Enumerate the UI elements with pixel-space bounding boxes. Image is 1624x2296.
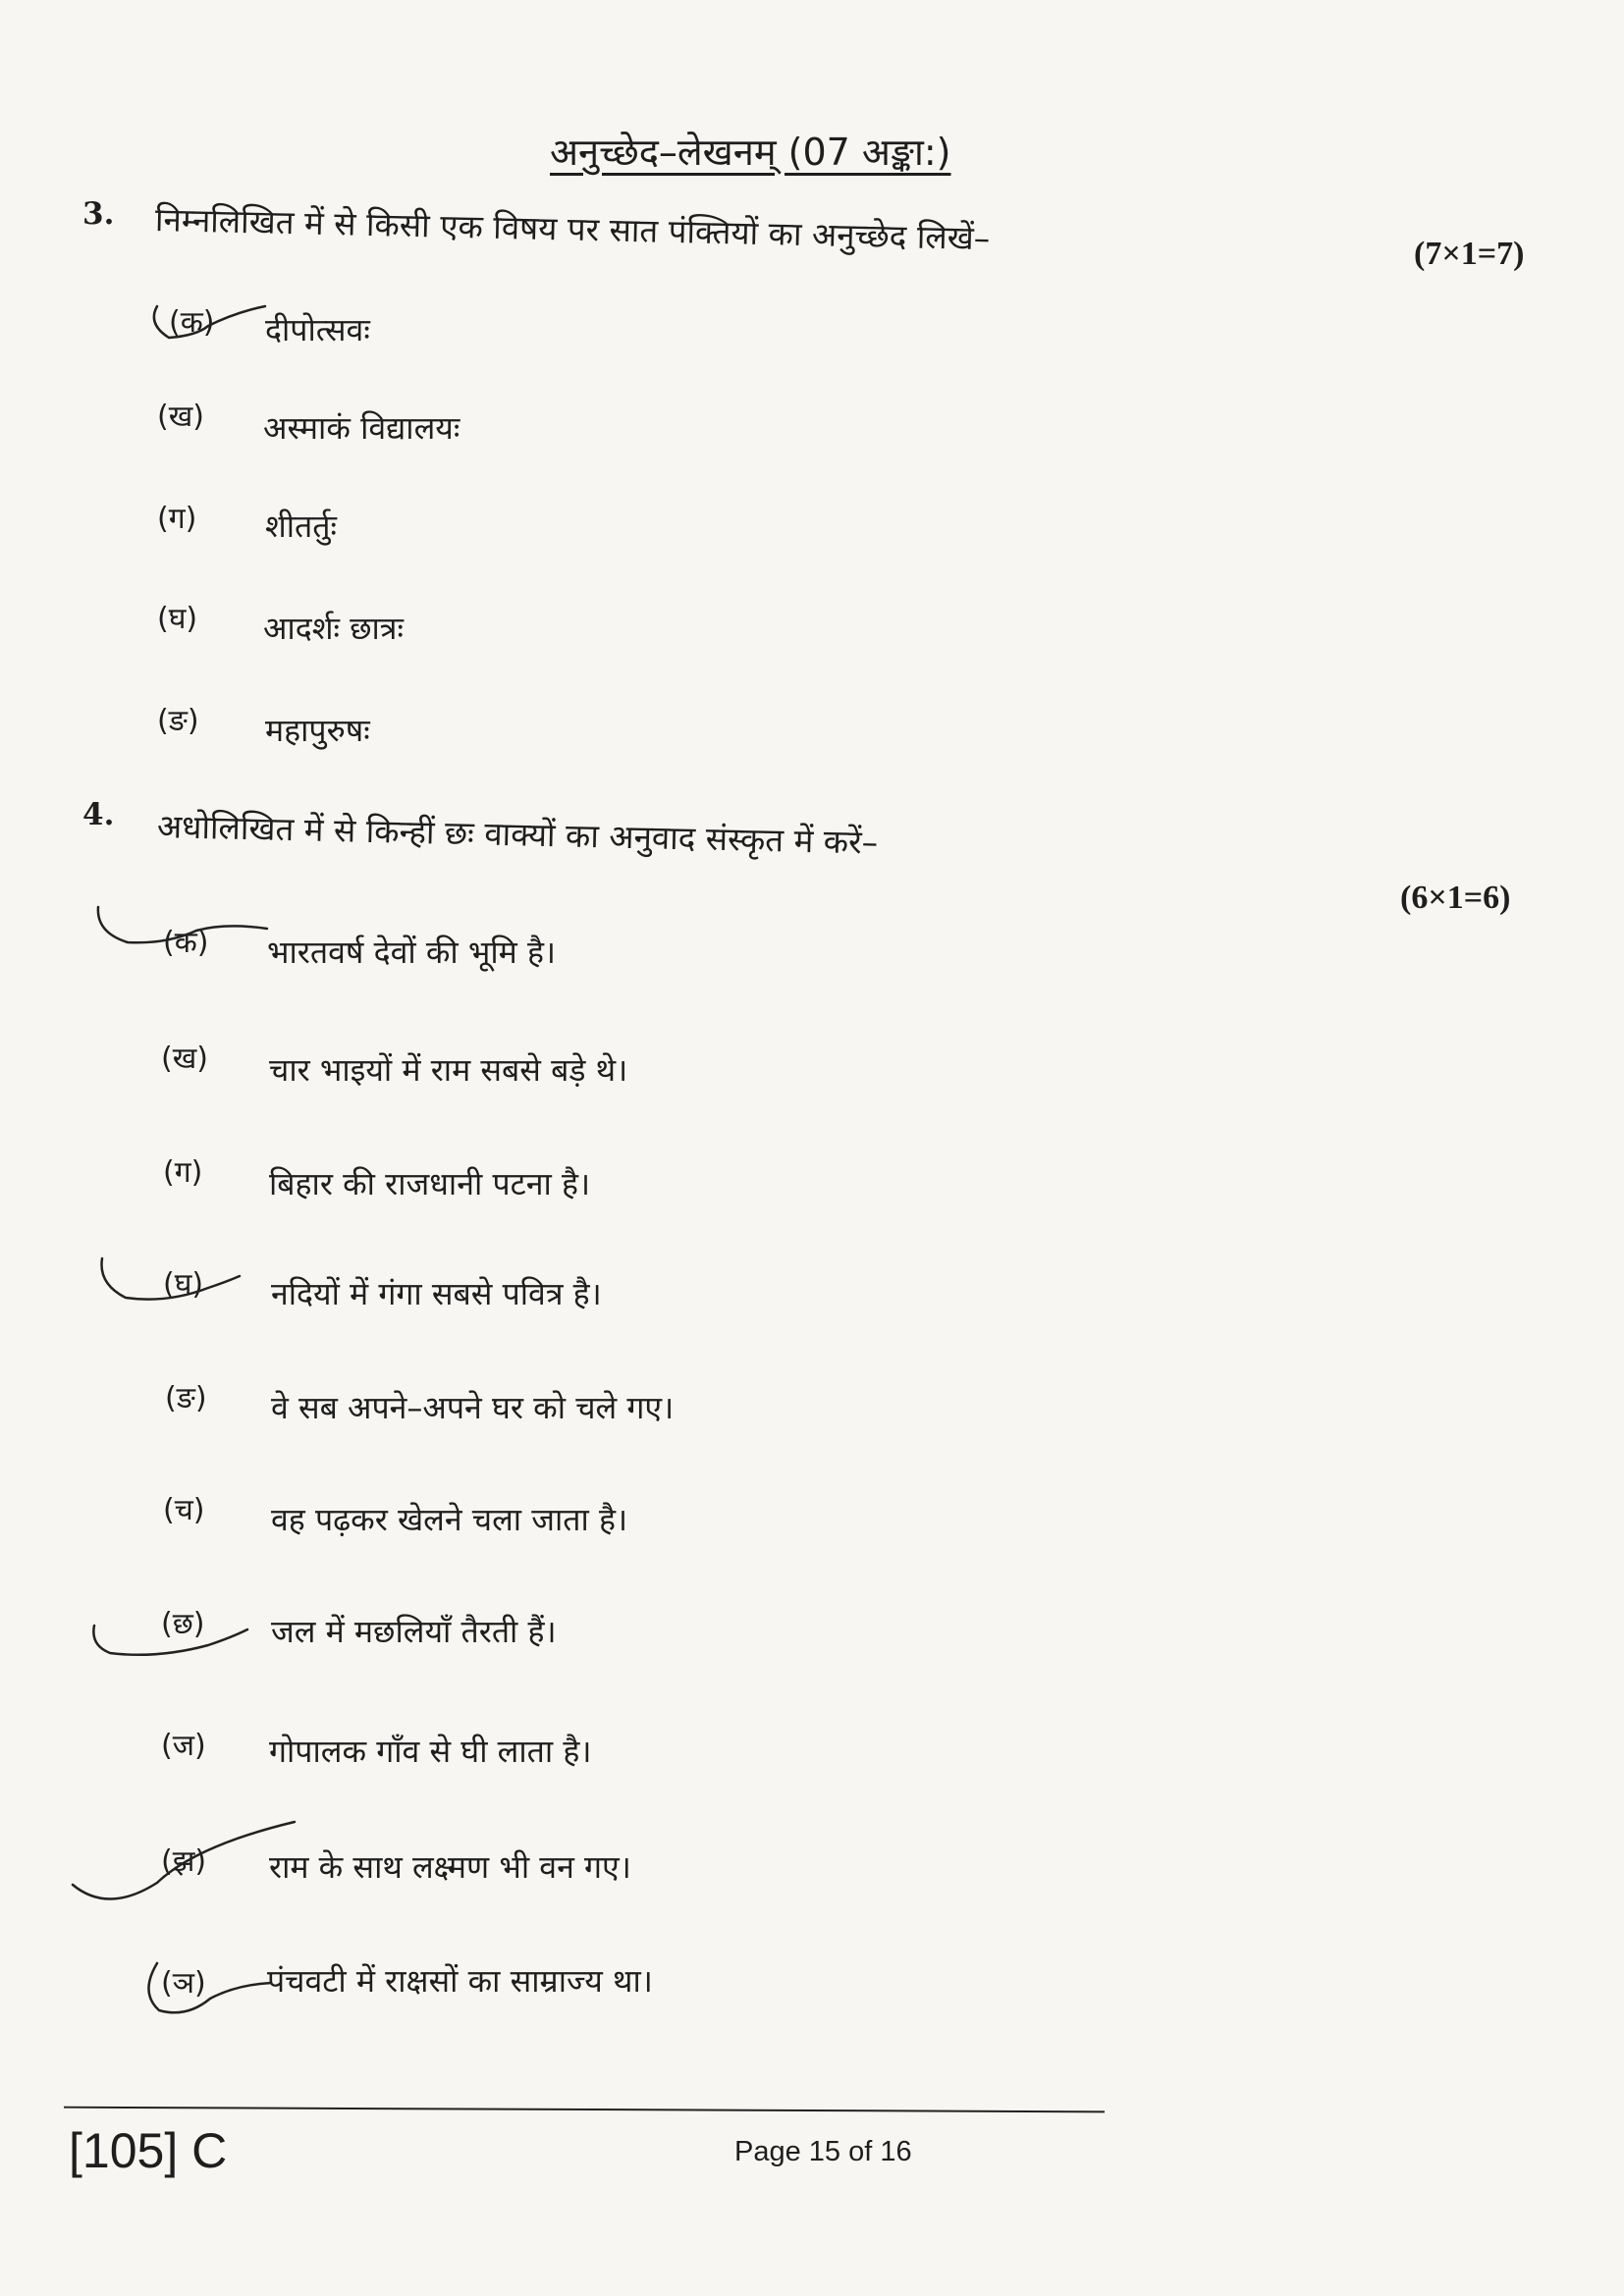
q4-option-label: (घ) — [163, 1267, 204, 1302]
question-3-number: 3. — [82, 196, 115, 232]
q3-option-label: (ग) — [157, 502, 197, 536]
q3-option-text: दीपोत्सवः — [265, 311, 370, 348]
q4-option-label: (झ) — [161, 1844, 207, 1879]
question-4-number: 4. — [82, 797, 115, 832]
q4-option-text: पंचवटी में राक्षसों का साम्राज्य था। — [267, 1962, 653, 2000]
question-3-text: निम्नलिखित में से किसी एक विषय पर सात पंक्तियों का अनुच्छेद लिखें– — [154, 200, 991, 258]
q3-option-text: शीतर्तुः — [265, 507, 337, 545]
q3-option-text: महापुरुषः — [265, 712, 370, 749]
q4-option-text: चार भाइयों में राम सबसे बड़े थे। — [269, 1051, 628, 1089]
q4-option-text: नदियों में गंगा सबसे पवित्र है। — [271, 1275, 602, 1312]
q3-option-label: (घ) — [157, 602, 198, 636]
section-title: अनुच्छेद–लेखनम् (07 अङ्का:) — [550, 131, 951, 174]
q4-option-label: (ग) — [163, 1155, 203, 1190]
question-4-marks: (6×1=6) — [1400, 880, 1511, 916]
q3-option-text: अस्माकं विद्यालयः — [263, 409, 460, 447]
q4-option-label: (ङ) — [165, 1381, 207, 1415]
q4-option-label: (ज) — [161, 1729, 206, 1763]
q4-option-text: वे सब अपने–अपने घर को चले गए। — [271, 1389, 675, 1426]
q3-option-label: (ङ) — [157, 704, 199, 738]
q4-option-label: (क) — [163, 926, 209, 960]
page-number: Page 15 of 16 — [734, 2136, 912, 2167]
q4-option-label: (छ) — [161, 1607, 205, 1641]
q4-option-label: (च) — [163, 1493, 205, 1527]
footer-rule — [64, 2107, 1105, 2113]
q4-option-text: राम के साथ लक्ष्मण भी वन गए। — [269, 1848, 631, 1886]
q4-option-text: गोपालक गाँव से घी लाता है। — [269, 1733, 592, 1770]
question-4-text: अधोलिखित में से किन्हीं छः वाक्यों का अनुवाद संस्कृत में करें– — [156, 807, 879, 862]
q4-option-text: बिहार की राजधानी पटना है। — [269, 1165, 591, 1202]
question-3-marks: (7×1=7) — [1414, 236, 1525, 272]
q4-option-label: (ख) — [161, 1041, 208, 1076]
paper-code: [105] C — [69, 2123, 228, 2178]
q4-option-text: वह पढ़कर खेलने चला जाता है। — [271, 1501, 628, 1538]
q4-option-text: जल में मछलियाँ तैरती हैं। — [271, 1613, 557, 1650]
q3-option-label: (ख) — [157, 400, 204, 434]
q4-option-label: (ञ) — [161, 1966, 206, 2001]
q3-option-text: आदर्शः छात्रः — [263, 610, 404, 647]
q3-option-label: (क) — [169, 305, 215, 340]
q4-option-text: भारतवर्ष देवों की भूमि है। — [267, 934, 557, 971]
